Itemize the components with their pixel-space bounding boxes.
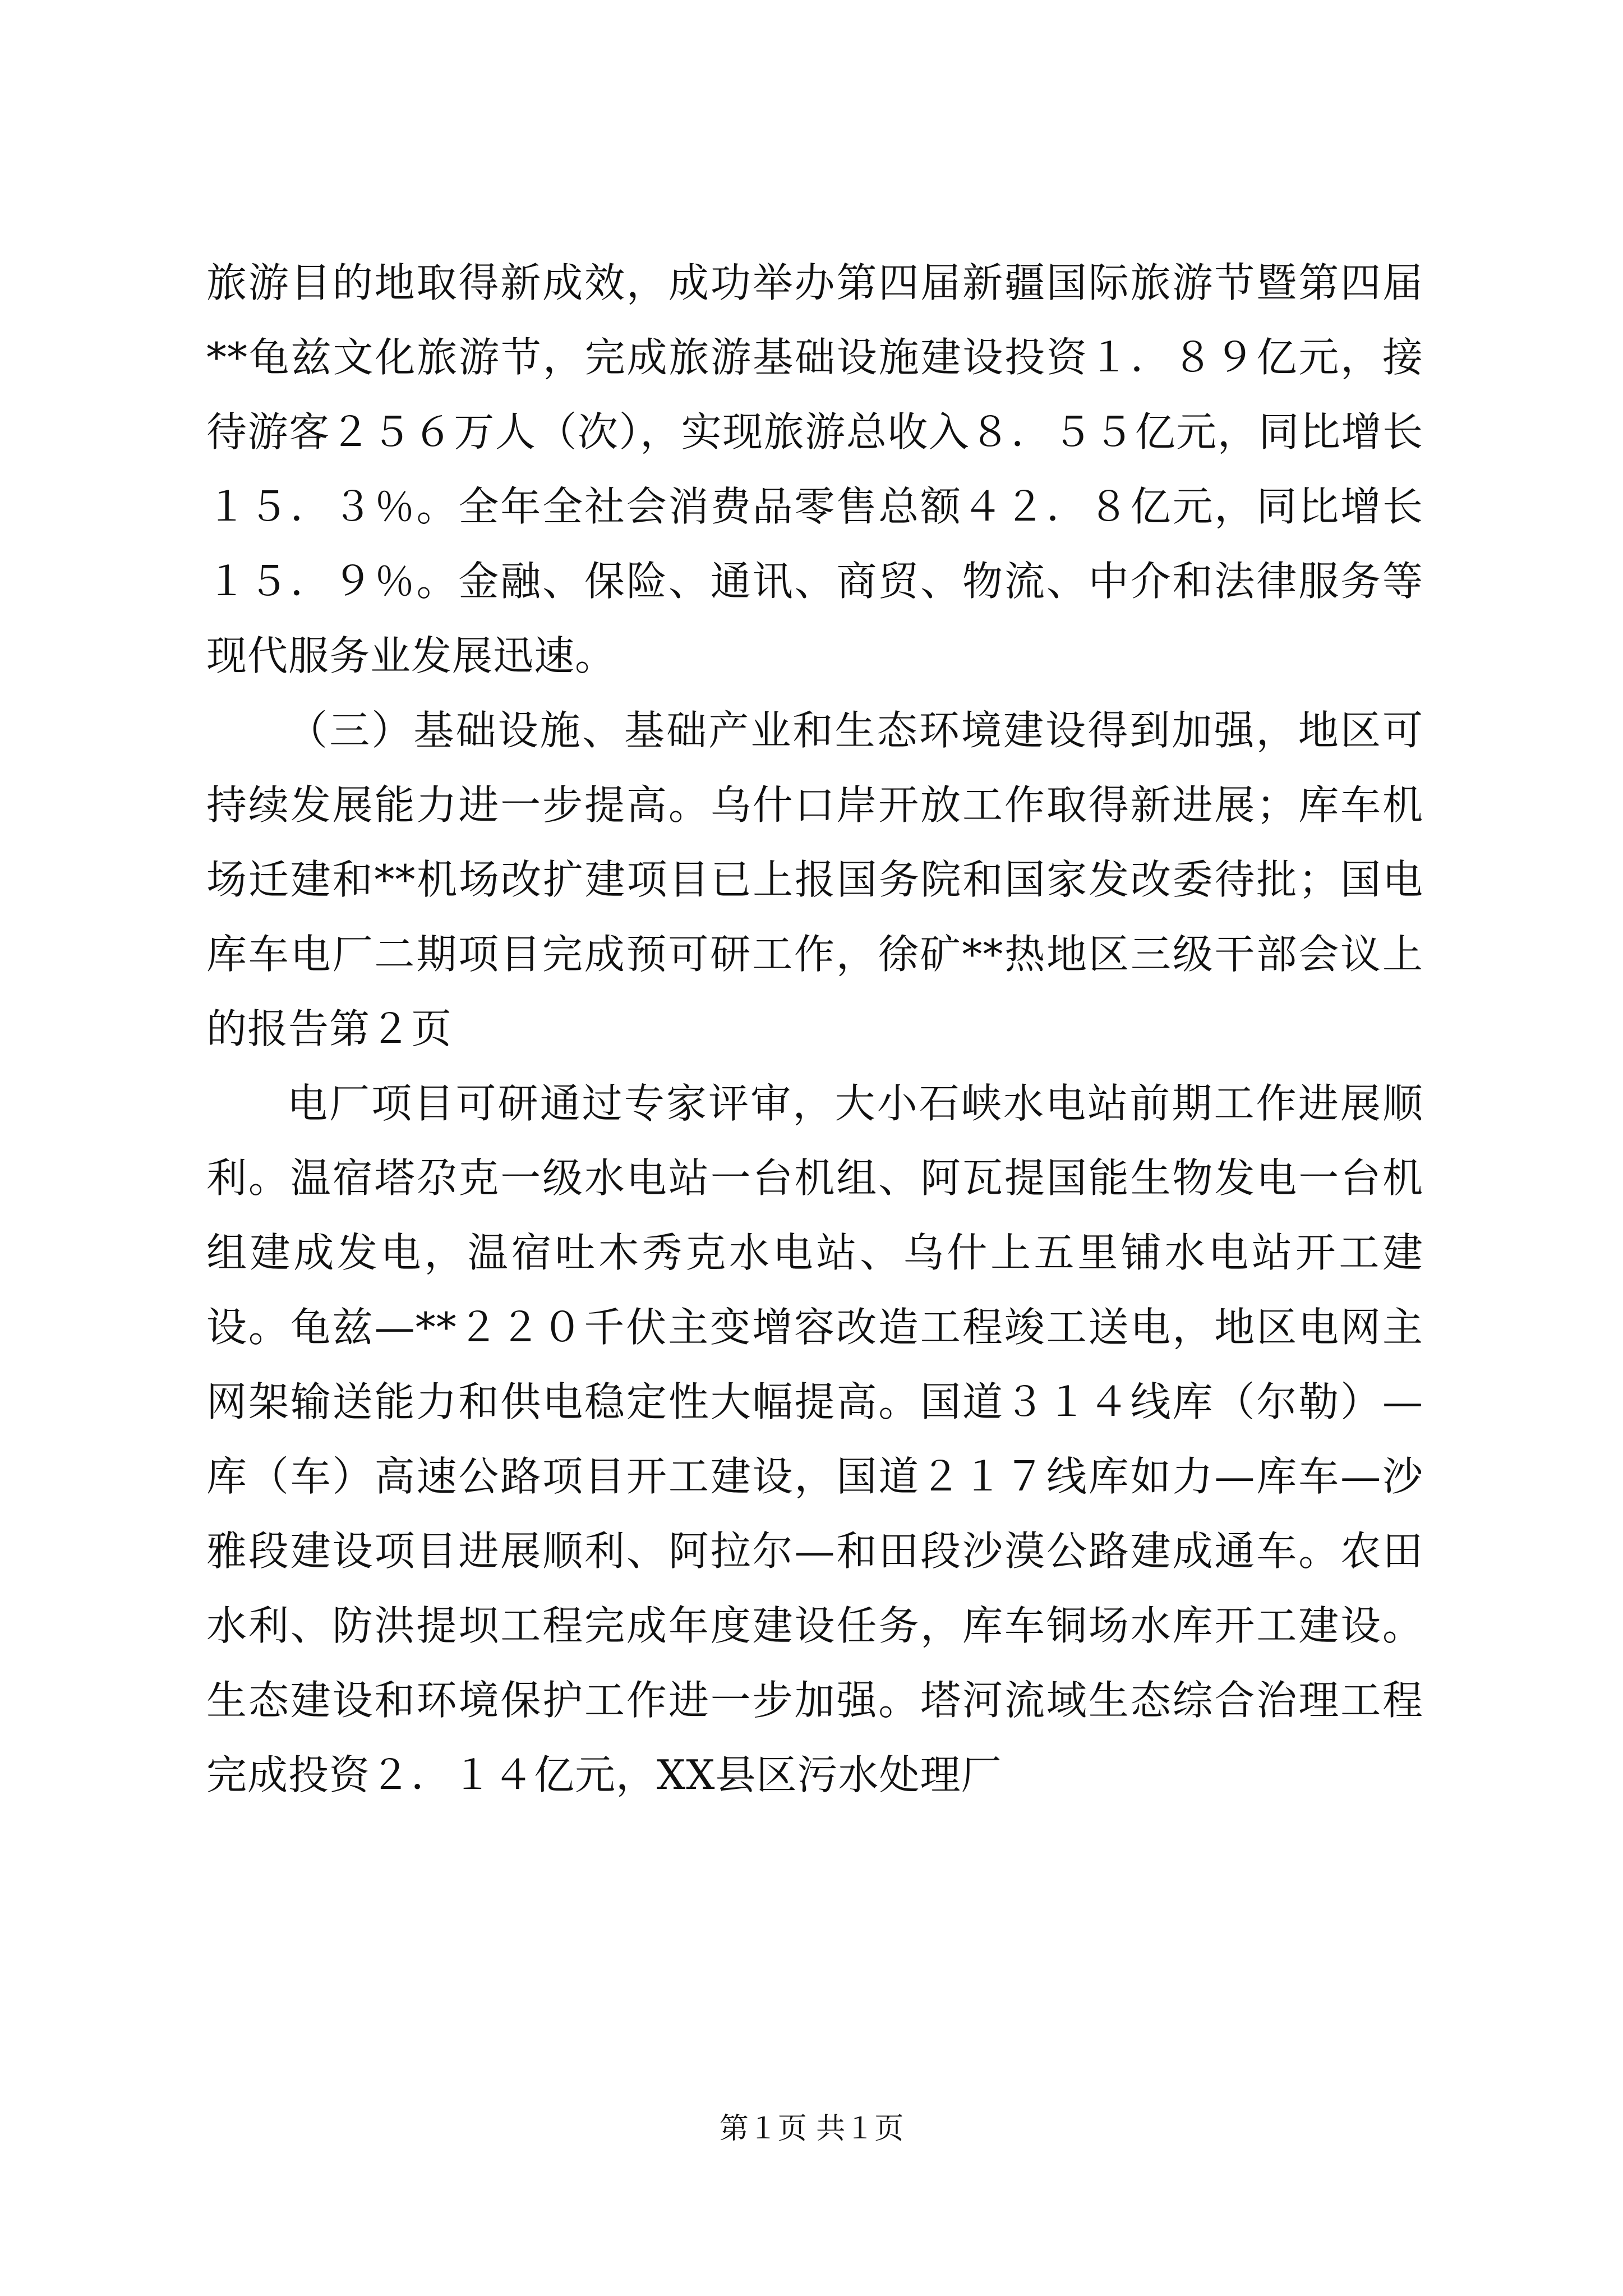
document-body: [206, 246, 1423, 1812]
page-footer: 第１页 共１页: [719, 2112, 904, 2146]
paragraph-power-transport: 电厂项目可研通过专家评审，大小石峡水电站前期工作进展顺利。温宿塔尕克一级水电站一台机组、阿瓦提国能生物发电一台机组建成发电，温宿吐木秀克水电站、乌什上五里铺水电站开工建设。龟兹—**２２０千伏主变增容改造工程竣工送电，地区电网主网架输送能力和供电稳定性大幅提高。国道３１４线库（尔勒）—库（车）高速公路项目开工建设，国道２１７线库如力—库车—沙雅段建设项目进展顺利、阿拉尔—和田段沙漠公路建成通车。农田水利、防洪提坝工程完成年度建设任务，库车铜场水库开工建设。生态建设和环境保护工作进一步加强。塔河流域生态综合治理工程完成投资２．１４亿元，XX县区污水处理厂: [206, 1080, 1423, 1798]
paragraph-infrastructure: （三）基础设施、基础产业和生态环境建设得到加强，地区可持续发展能力进一步提高。乌什口岸开放工作取得新进展；库车机场迁建和**机场改扩建项目已上报国务院和国家发改委待批；国电库车电厂二期项目完成预可研工作，徐矿**热地区三级干部会议上的报告第２页: [206, 707, 1423, 1052]
paragraph-tourism: 旅游目的地取得新成效，成功举办第四届新疆国际旅游节暨第四届**龟兹文化旅游节，完成旅游基础设施建设投资１．８９亿元，接待游客２５６万人（次），实现旅游总收入８．５５亿元，同比增长１５．３％。全年全社会消费品零售总额４２．８亿元，同比增长１５．９％。金融、保险、通讯、商贸、物流、中介和法律服务等现代服务业发展迅速。: [206, 259, 1423, 679]
